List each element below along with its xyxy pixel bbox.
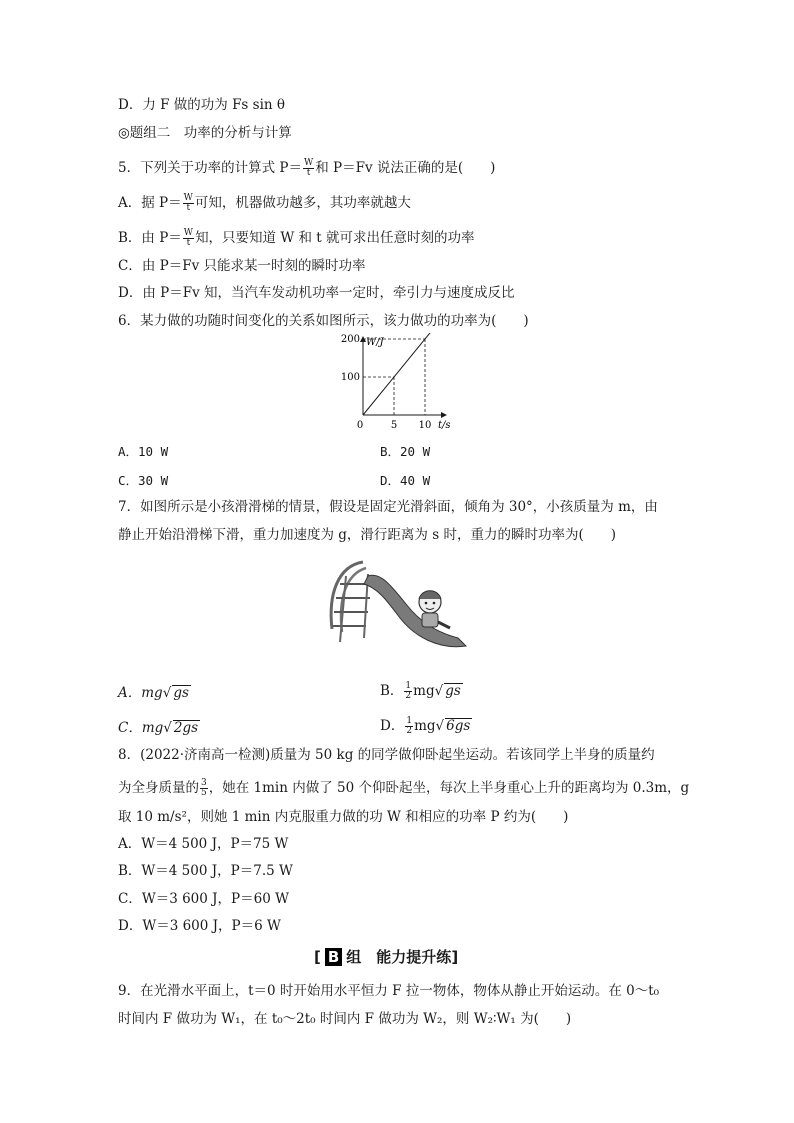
q5-stem-a: 5．下列关于功率的计算式 P＝ [118, 160, 302, 176]
q7a-pre: A．mg [118, 685, 163, 701]
q7d-mid: mg [414, 718, 436, 734]
q7c-radicand: 2gs [173, 720, 199, 736]
y-tick-label: 100 [340, 372, 360, 383]
q6-option-c [118, 472, 168, 490]
q5-stem [118, 159, 495, 178]
q7b-pre: B． [380, 683, 404, 699]
q7b-mid: mg [413, 683, 435, 699]
q7d-pre: D． [380, 718, 405, 734]
y-axis-label: W/J [366, 337, 384, 348]
frac-num: W [183, 193, 193, 203]
q8-line2-pre: 为全身质量的 [118, 780, 199, 796]
frac-num: W [183, 228, 194, 238]
frac-num: W [303, 158, 314, 168]
q8-option-d: D．W＝3 600 J，P＝6 W [118, 918, 281, 934]
q9-stem-line2: 时间内 F 做功为 W₁，在 t₀～2t₀ 时间内 F 做功为 W₂，则 W₂∶W₁ 为( ) [118, 1011, 572, 1027]
q5-option-a [118, 194, 411, 213]
fraction-half [405, 717, 413, 736]
slide-chute [364, 575, 466, 646]
q7-option-d: D． $\frac{1}{2}$ mg√ 6gs [380, 716, 471, 736]
section-heading-group2: ◎题组二 功率的分析与计算 [118, 125, 292, 141]
q5b-post: 知，只要知道 W 和 t 就可求出任意时刻的功率 [195, 230, 475, 246]
q5-option-d: D．由 P＝Fv 知，当汽车发动机功率一定时，牵引力与速度成反比 [118, 285, 515, 301]
frac-den: t [306, 168, 311, 178]
y-tick-label: 200 [340, 334, 360, 345]
q8-line2-post: ，她在 1min 内做了 50 个仰卧起坐，每次上半身重心上升的距离均为 0.3m，g [208, 780, 690, 796]
q6-option-a [118, 443, 168, 461]
frac-den: 5 [201, 788, 207, 798]
q6-option-b [380, 443, 430, 461]
q7-option-b: B． $\frac{1}{2}$ mg√ gs [380, 681, 461, 701]
q8-stem-line1: 8．(2022·济南高一检测)质量为 50 kg 的同学做仰卧起坐运动。若该同学上半身的质量约 [118, 747, 655, 763]
work-time-chart [336, 333, 476, 433]
q7-option-c: C．mg√ 2gs [118, 720, 199, 736]
bracket-right: ] [451, 948, 459, 966]
x-tick-label: 5 [390, 420, 398, 431]
q5-option-c: C．由 P＝Fv 只能求某一时刻的瞬时功率 [118, 258, 366, 274]
q6b-text: B．20 W [380, 444, 431, 459]
q6d-text: D．40 W [380, 473, 431, 488]
q5b-pre: B．由 P＝ [118, 230, 182, 246]
frac-num: 3 [201, 778, 207, 788]
fraction-w-t [303, 159, 314, 178]
q6-option-d [380, 472, 430, 490]
q8-option-b: B．W＝4 500 J，P＝7.5 W [118, 863, 293, 879]
fraction-w-t [183, 194, 194, 213]
q8-stem-line3: 取 10 m/s²，则她 1 min 内克服重力做的功 W 和相应的功率 P 约为( ) [118, 809, 569, 825]
frac-num: 1 [406, 716, 413, 726]
slide-icon [331, 562, 373, 642]
fraction-three-fifths [200, 779, 208, 798]
q7a-radicand: gs [173, 685, 189, 701]
q7c-pre: C．mg [118, 720, 164, 736]
q6-stem: 6．某力做的功随时间变化的关系如图所示，该力做功的功率为( ) [118, 313, 529, 329]
q5-stem-b: 和 P＝Fv 说法正确的是( ) [315, 160, 496, 176]
bracket-left: [ [314, 948, 321, 966]
frac-den: 2 [405, 691, 412, 701]
q7b-radicand: gs [445, 683, 461, 699]
slide-illustration [318, 554, 468, 659]
q9-stem-line1: 9．在光滑水平面上，t＝0 时开始用水平恒力 F 拉一物体，物体从静止开始运动。在 0～t₀ [118, 983, 660, 999]
q7-stem-line2: 静止开始沿滑梯下滑，重力加速度为 g，滑行距离为 s 时，重力的瞬时功率为( ) [118, 527, 616, 543]
q7d-radicand: 6gs [446, 718, 471, 734]
x-tick-label: 0 [356, 420, 364, 431]
q8-stem-line2 [118, 779, 689, 798]
child-icon [419, 591, 450, 628]
q8-option-a: A．W＝4 500 J，P＝75 W [118, 836, 289, 852]
frac-den: 2 [406, 726, 413, 736]
option-d-prev: D．力 F 做的功为 Fs sin θ [118, 97, 286, 113]
fraction-half [404, 682, 412, 701]
q6c-text: C．30 W [118, 473, 169, 488]
q5-option-b [118, 229, 475, 248]
x-tick-label: 10 [418, 420, 432, 431]
q5a-pre: A．据 P＝ [118, 195, 182, 211]
section-heading-group-b [314, 946, 458, 967]
fraction-w-t [183, 229, 194, 248]
frac-num: 1 [405, 681, 412, 691]
x-axis-label: t/s [438, 420, 451, 431]
q7-stem-line1: 7．如图所示是小孩滑滑梯的情景，假设是固定光滑斜面，倾角为 30°，小孩质量为 m，由 [118, 499, 658, 515]
frac-den: t [186, 203, 191, 213]
frac-den: t [186, 238, 191, 248]
q8-option-c: C．W＝3 600 J，P＝60 W [118, 891, 289, 907]
q7-option-a: A．mg√ gs [118, 685, 189, 701]
group-b-title: 组 能力提升练 [346, 948, 452, 966]
group-b-badge: B [325, 948, 342, 966]
q5a-post: 可知，机器做功越多，其功率就越大 [194, 195, 411, 211]
q6a-text: A．10 W [118, 444, 169, 459]
